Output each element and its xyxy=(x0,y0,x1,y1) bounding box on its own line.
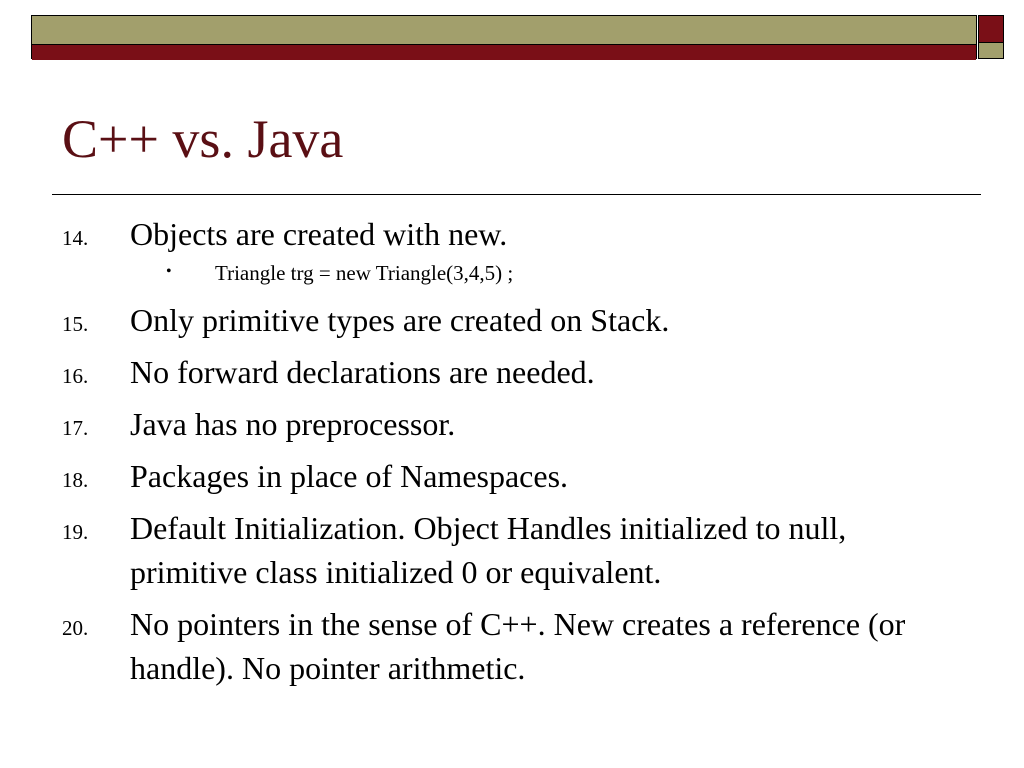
header-corner-block-bottom xyxy=(978,42,1004,59)
item-text: Objects are created with new. xyxy=(130,216,508,252)
item-number: 17. xyxy=(62,416,89,440)
sub-list-item xyxy=(0,256,1024,290)
item-number: 19. xyxy=(62,520,89,544)
title-divider xyxy=(52,194,981,195)
item-number: 16. xyxy=(62,364,89,388)
item-text: Default Initialization. Object Handles initialized to null, primitive class initialized 0 or equivalent. xyxy=(130,510,847,590)
list-item xyxy=(0,298,1024,342)
item-text: No forward declarations are needed. xyxy=(130,354,595,390)
sub-item-text: Triangle trg = new Triangle(3,4,5) ; xyxy=(215,261,514,285)
item-text: Java has no preprocessor. xyxy=(130,406,456,442)
header-band-stripe xyxy=(32,44,976,60)
item-number: 18. xyxy=(62,468,89,492)
slide-title: C++ vs. Java xyxy=(62,109,344,169)
item-text: Only primitive types are created on Stack. xyxy=(130,302,670,338)
item-text: Packages in place of Namespaces. xyxy=(130,458,569,494)
item-text: No pointers in the sense of C++. New creates a reference (or handle). No pointer arithmetic. xyxy=(130,606,906,686)
numbered-list xyxy=(0,212,1024,698)
item-number: 14. xyxy=(62,226,89,250)
list-item xyxy=(0,506,1024,594)
item-number: 15. xyxy=(62,312,89,336)
list-item xyxy=(0,402,1024,446)
list-item xyxy=(0,454,1024,498)
list-item xyxy=(0,602,1024,690)
header-corner-block-top xyxy=(978,15,1004,43)
header-band xyxy=(31,15,977,59)
bullet-dot-icon: • xyxy=(166,263,172,280)
list-item xyxy=(0,350,1024,394)
item-number: 20. xyxy=(62,616,89,640)
list-item xyxy=(0,212,1024,256)
